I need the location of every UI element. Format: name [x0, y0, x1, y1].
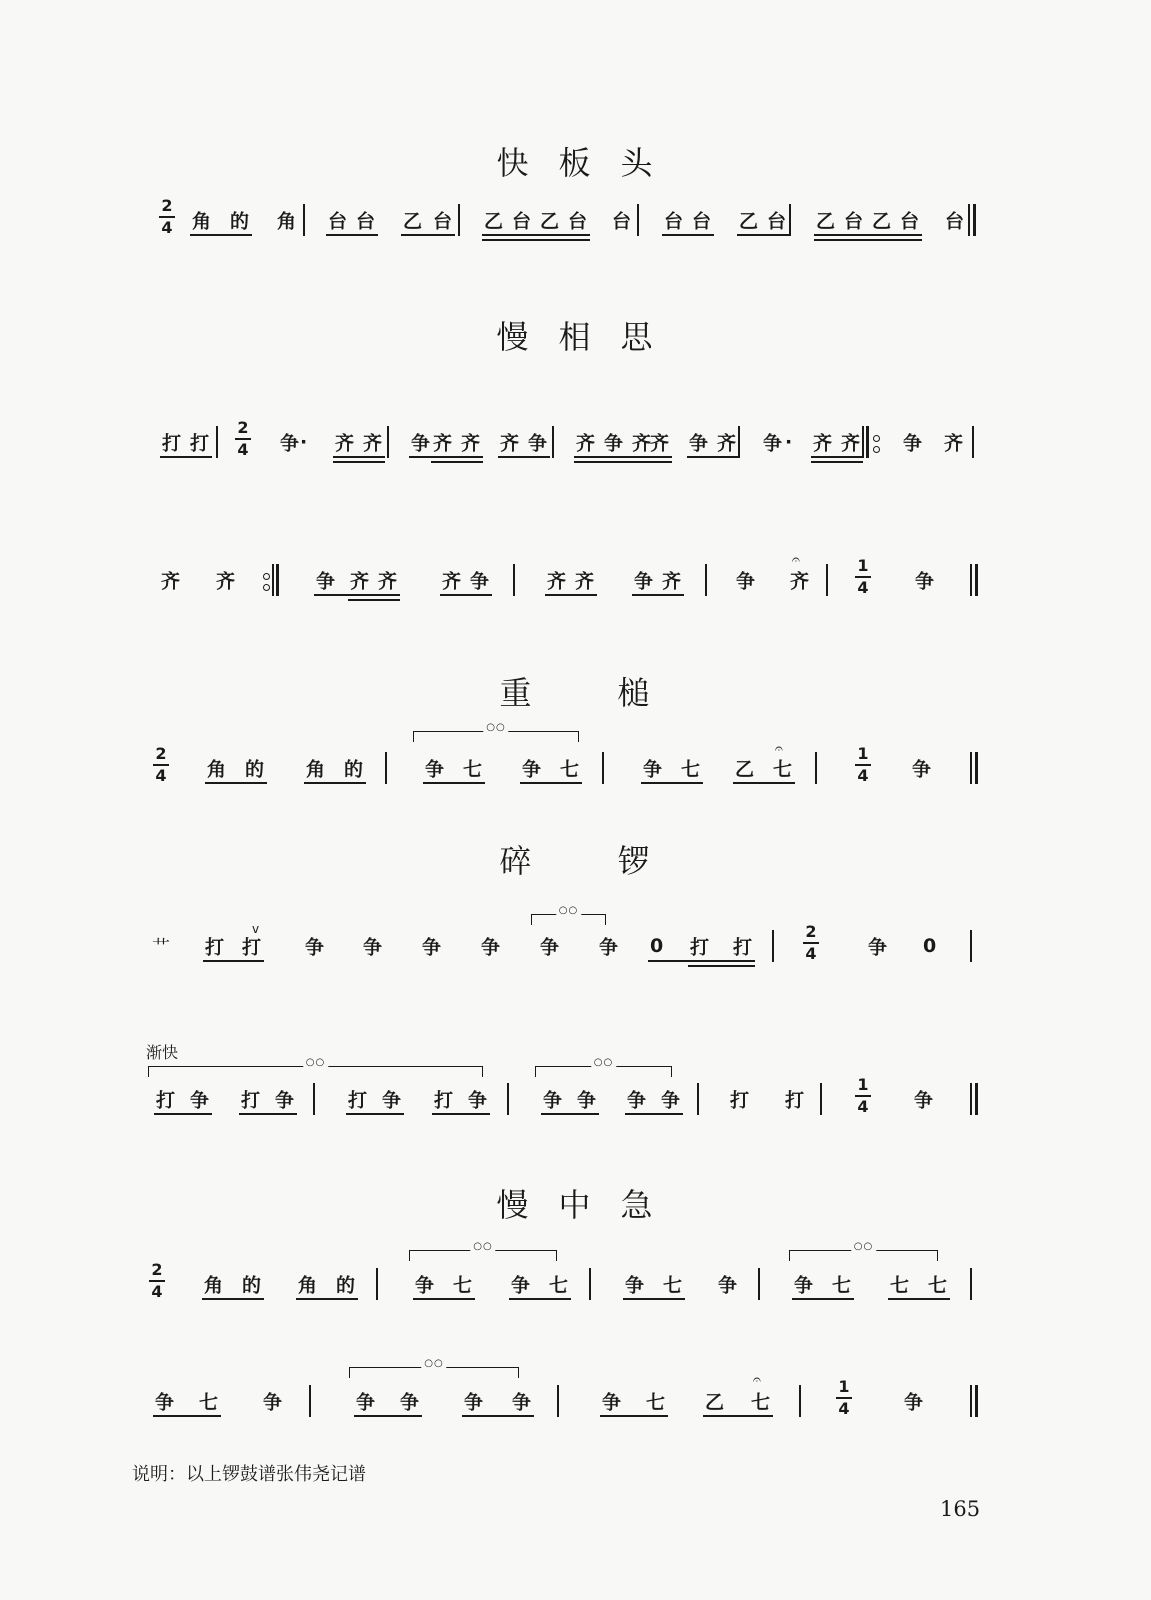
notation-syllable: 齐: [350, 570, 370, 593]
barline: [789, 204, 791, 236]
tuplet-bracket-label: ○○: [591, 1057, 616, 1069]
notation-syllable: 争: [415, 1274, 435, 1297]
time-signature: [852, 558, 874, 596]
final-barline-thick: [975, 752, 978, 784]
tuplet-bracket-label: ○○: [483, 722, 508, 734]
time-signature-top: 2: [155, 744, 167, 763]
time-signature-bottom: 4: [155, 766, 167, 785]
notation-syllable: 齐: [500, 432, 520, 455]
page-number: 165: [940, 1497, 981, 1521]
beam-underline: [498, 456, 550, 458]
notation-syllable: 乙: [403, 210, 423, 233]
notation-syllable: 争: [625, 1274, 645, 1297]
title-char: 慢: [496, 1186, 531, 1224]
barline: [815, 752, 817, 784]
barline: [387, 426, 389, 458]
time-signature: [852, 746, 874, 784]
notation-syllable: 的: [344, 758, 364, 781]
barline: [970, 1268, 972, 1300]
repeat-dot: [873, 446, 880, 453]
repeat-barline: [866, 426, 869, 458]
notation-syllable: 争: [599, 936, 619, 959]
barline: [313, 1083, 315, 1115]
notation-syllable: 的: [336, 1274, 356, 1297]
beam-underline: [688, 965, 755, 967]
notation-syllable: 打: [348, 1089, 368, 1112]
notation-syllable: 七: [928, 1274, 948, 1297]
beam-underline: [409, 456, 483, 458]
beam-underline: [440, 594, 492, 596]
barline: [385, 752, 387, 784]
notation-syllable: 台: [767, 210, 787, 233]
barline: [697, 1083, 699, 1115]
beam-underline: [296, 1298, 358, 1300]
beam-underline: [423, 782, 485, 784]
notation-syllable: 争: [577, 1089, 597, 1112]
repeat-dot: [263, 584, 270, 591]
title-char: 槌: [617, 674, 652, 712]
time-signature: [833, 1379, 855, 1417]
notation-syllable: 台: [900, 210, 920, 233]
notation-syllable: 争: [736, 570, 756, 593]
time-signature-bottom: 4: [838, 1399, 850, 1418]
notation-syllable: 齐: [944, 432, 964, 455]
notation-syllable: 齐: [813, 432, 833, 455]
beam-underline: [703, 1415, 773, 1417]
barline: [972, 426, 974, 458]
beam-underline: [814, 234, 922, 236]
barline: [799, 1385, 801, 1417]
notation-syllable: 齐: [216, 570, 236, 593]
beam-underline: [541, 1113, 599, 1115]
notation-syllable: 齐: [576, 432, 596, 455]
notation-syllable: 争: [914, 1089, 934, 1112]
notation-syllable: 争: [903, 432, 923, 455]
notation-syllable: 争: [763, 432, 783, 455]
beam-underline: [623, 1298, 685, 1300]
notation-syllable: 争: [316, 570, 336, 593]
notation-syllable: 的: [245, 758, 265, 781]
time-signature-top: 2: [237, 418, 249, 437]
notation-syllable: 争: [470, 570, 490, 593]
barline: [772, 930, 774, 962]
notation-syllable: 争: [468, 1089, 488, 1112]
notation-syllable: 打: [733, 936, 753, 959]
title-char: 碎: [499, 842, 534, 880]
beam-underline: [333, 461, 385, 463]
notation-syllable: 争: [155, 1391, 175, 1414]
time-signature-top: 2: [161, 196, 173, 215]
notation-syllable: ·: [300, 431, 308, 453]
final-barline: [970, 564, 972, 596]
section-title-suiluo: [0, 836, 1151, 882]
notation-syllable: 争: [481, 936, 501, 959]
time-signature-top: 1: [857, 1075, 869, 1094]
final-barline-thick: [975, 564, 978, 596]
barline: [820, 1083, 822, 1115]
notation-syllable: 的: [230, 210, 250, 233]
barline: [705, 564, 707, 596]
time-signature-top: 2: [805, 922, 817, 941]
tuplet-bracket: [789, 1241, 938, 1261]
beam-underline: [625, 1113, 683, 1115]
notation-syllable: 台: [512, 210, 532, 233]
notation-syllable: 齐: [363, 432, 383, 455]
barline: [507, 1083, 509, 1115]
notation-syllable: 七: [663, 1274, 683, 1297]
title-char: 急: [620, 1186, 655, 1224]
notation-syllable: 争: [522, 758, 542, 781]
breath-mark: v: [252, 922, 260, 936]
notation-syllable: 争: [904, 1391, 924, 1414]
notation-syllable: 争: [363, 936, 383, 959]
time-signature: [800, 924, 822, 962]
barline: [513, 564, 515, 596]
title-char: 中: [558, 1186, 593, 1224]
barline: [602, 752, 604, 784]
title-char: 相: [558, 318, 593, 356]
barline: [557, 1385, 559, 1417]
barline: [758, 1268, 760, 1300]
notation-syllable: 争: [627, 1089, 647, 1112]
beam-underline: [431, 461, 483, 463]
notation-syllable: 七: [681, 758, 701, 781]
notation-syllable: 七: [199, 1391, 219, 1414]
notation-syllable: 齐: [547, 570, 567, 593]
beam-underline: [733, 782, 795, 784]
tempo-marking: 渐快: [146, 1043, 179, 1062]
notation-syllable: 艹: [152, 937, 170, 958]
notation-syllable: 争: [356, 1391, 376, 1414]
notation-syllable: 齐: [662, 570, 682, 593]
tuplet-bracket-label: ○○: [303, 1057, 328, 1069]
tuplet-bracket-label: ○○: [470, 1241, 495, 1253]
time-signature: [156, 198, 178, 236]
notation-syllable: 打: [156, 1089, 176, 1112]
notation-syllable: 打: [434, 1089, 454, 1112]
beam-underline: [811, 456, 863, 458]
beam-underline: [154, 1113, 212, 1115]
section-title-kuaibantou: [0, 138, 1151, 184]
notation-syllable: 争: [400, 1391, 420, 1414]
footnote: 说明：以上锣鼓谱张伟尧记谱: [132, 1464, 366, 1485]
barline: [458, 204, 460, 236]
beam-underline: [304, 782, 366, 784]
notation-syllable: 齐: [650, 432, 670, 455]
beam-underline: [792, 1298, 854, 1300]
notation-syllable: 打: [190, 432, 210, 455]
notation-syllable: 七: [890, 1274, 910, 1297]
barline: [589, 1268, 591, 1300]
beam-underline: [413, 1298, 475, 1300]
title-char: 板: [558, 144, 593, 182]
time-signature-bottom: 4: [151, 1282, 163, 1301]
beam-underline: [462, 1415, 534, 1417]
beam-underline: [482, 239, 590, 241]
notation-syllable: 争: [540, 936, 560, 959]
repeat-dot: [873, 435, 880, 442]
notation-syllable: 乙: [484, 210, 504, 233]
notation-syllable: 争: [425, 758, 445, 781]
notation-syllable: 打: [785, 1089, 805, 1112]
notation-syllable: 齐: [433, 432, 453, 455]
time-signature-top: 1: [857, 556, 869, 575]
beam-underline: [314, 594, 400, 596]
notation-syllable: 争: [512, 1391, 532, 1414]
title-char: 快: [496, 144, 531, 182]
notation-syllable: 七: [646, 1391, 666, 1414]
fermata-icon: 𝄐: [792, 552, 800, 568]
notation-syllable: 台: [844, 210, 864, 233]
beam-underline: [648, 960, 755, 962]
barline: [970, 930, 972, 962]
notation-syllable: 角: [192, 210, 212, 233]
repeat-dot: [263, 573, 270, 580]
beam-underline: [545, 594, 597, 596]
notation-syllable: 打: [730, 1089, 750, 1112]
notation-syllable: 争: [689, 432, 709, 455]
notation-syllable: 争: [275, 1089, 295, 1112]
beam-underline: [333, 456, 385, 458]
notation-syllable: ·: [785, 431, 793, 453]
notation-syllable: 台: [433, 210, 453, 233]
title-char: 锣: [617, 842, 652, 880]
beam-underline: [401, 234, 455, 236]
final-barline: [970, 752, 972, 784]
beam-underline: [811, 461, 863, 463]
beam-underline: [814, 239, 922, 241]
notation-syllable: 台: [692, 210, 712, 233]
notation-syllable: 争: [190, 1089, 210, 1112]
notation-syllable: 争: [718, 1274, 738, 1297]
beam-underline: [202, 1298, 264, 1300]
notation-syllable: 齐: [841, 432, 861, 455]
notation-syllable: 乙: [739, 210, 759, 233]
beam-underline: [160, 456, 212, 458]
notation-syllable: 争: [411, 432, 431, 455]
barline: [376, 1268, 378, 1300]
notation-syllable: 台: [664, 210, 684, 233]
tuplet-bracket: [349, 1358, 519, 1378]
section-title-zhongchui: [0, 668, 1151, 714]
notation-syllable: 争: [382, 1089, 402, 1112]
notation-syllable: 0: [650, 935, 664, 957]
final-barline-thick: [975, 1385, 978, 1417]
barline: [637, 204, 639, 236]
notation-syllable: 齐: [717, 432, 737, 455]
notation-syllable: 乙: [540, 210, 560, 233]
beam-underline: [482, 234, 590, 236]
notation-syllable: 七: [832, 1274, 852, 1297]
notation-syllable: 争: [868, 936, 888, 959]
notation-syllable: 七: [751, 1391, 771, 1414]
beam-underline: [326, 234, 378, 236]
notation-syllable: 争: [634, 570, 654, 593]
notation-syllable: 争: [915, 570, 935, 593]
barline: [552, 426, 554, 458]
time-signature-top: 1: [838, 1377, 850, 1396]
notation-syllable: 七: [463, 758, 483, 781]
beam-underline: [432, 1113, 490, 1115]
notation-syllable: 七: [549, 1274, 569, 1297]
beam-underline: [574, 456, 672, 458]
notation-syllable: 打: [205, 936, 225, 959]
time-signature-bottom: 4: [805, 944, 817, 963]
notation-syllable: 台: [945, 210, 965, 233]
beam-underline: [632, 594, 684, 596]
notation-syllable: 角: [306, 758, 326, 781]
notation-syllable: 七: [560, 758, 580, 781]
beam-underline: [239, 1113, 297, 1115]
notation-syllable: 齐: [335, 432, 355, 455]
notation-syllable: 打: [241, 1089, 261, 1112]
beam-underline: [737, 234, 789, 236]
beam-underline: [205, 782, 267, 784]
time-signature-bottom: 4: [857, 578, 869, 597]
notation-syllable: 角: [277, 210, 297, 233]
notation-syllable: 争: [661, 1089, 681, 1112]
barline: [272, 564, 274, 596]
tuplet-bracket: [148, 1057, 483, 1077]
beam-underline: [600, 1415, 668, 1417]
notation-syllable: 角: [207, 758, 227, 781]
tuplet-bracket: [531, 905, 606, 925]
notation-syllable: 台: [568, 210, 588, 233]
time-signature-bottom: 4: [857, 766, 869, 785]
notation-syllable: 乙: [816, 210, 836, 233]
notation-syllable: 乙: [735, 758, 755, 781]
time-signature: [146, 1262, 168, 1300]
repeat-barline: [276, 564, 279, 596]
time-signature: [150, 746, 172, 784]
notation-syllable: 0: [923, 935, 937, 957]
notation-syllable: 打: [690, 936, 710, 959]
fermata-icon: 𝄐: [753, 1372, 761, 1388]
notation-syllable: 台: [328, 210, 348, 233]
notation-syllable: 争: [464, 1391, 484, 1414]
notation-syllable: 争: [263, 1391, 283, 1414]
notation-syllable: 齐: [790, 570, 810, 593]
beam-underline: [520, 782, 582, 784]
beam-underline: [574, 461, 672, 463]
barline: [738, 426, 740, 458]
barline: [216, 426, 218, 458]
section-title-manxiangsi: [0, 312, 1151, 358]
final-barline-thick: [973, 204, 976, 236]
notation-syllable: 台: [356, 210, 376, 233]
final-barline: [970, 1385, 972, 1417]
notation-syllable: 争: [305, 936, 325, 959]
time-signature: [232, 420, 254, 458]
notation-syllable: 七: [453, 1274, 473, 1297]
notation-syllable: 争: [528, 432, 548, 455]
beam-underline: [662, 234, 714, 236]
beam-underline: [153, 1415, 221, 1417]
beam-underline: [346, 1113, 404, 1115]
notation-syllable: 乙: [872, 210, 892, 233]
notation-syllable: 角: [298, 1274, 318, 1297]
title-char: 头: [620, 144, 655, 182]
notation-syllable: 争: [912, 758, 932, 781]
time-signature-bottom: 4: [857, 1097, 869, 1116]
beam-underline: [203, 960, 264, 962]
notation-syllable: 争: [422, 936, 442, 959]
notation-syllable: 齐: [575, 570, 595, 593]
notation-syllable: 齐: [161, 570, 181, 593]
beam-underline: [641, 782, 703, 784]
barline: [309, 1385, 311, 1417]
title-char: 慢: [496, 318, 531, 356]
final-barline-thick: [975, 1083, 978, 1115]
tuplet-bracket: [409, 1241, 557, 1261]
notation-syllable: 打: [162, 432, 182, 455]
notation-syllable: 争: [511, 1274, 531, 1297]
notation-syllable: 台: [612, 210, 632, 233]
tuplet-bracket-label: ○○: [851, 1241, 876, 1253]
time-signature-bottom: 4: [237, 440, 249, 459]
notation-syllable: 争: [543, 1089, 563, 1112]
notation-syllable: 齐: [461, 432, 481, 455]
beam-underline: [190, 234, 252, 236]
notation-syllable: 齐: [442, 570, 462, 593]
notation-syllable: 争: [280, 432, 300, 455]
beam-underline: [354, 1415, 422, 1417]
beam-underline: [888, 1298, 950, 1300]
beam-underline: [348, 599, 400, 601]
notation-syllable: 的: [242, 1274, 262, 1297]
title-char: 重: [499, 674, 534, 712]
notation-syllable: 齐: [378, 570, 398, 593]
time-signature-top: 2: [151, 1260, 163, 1279]
tuplet-bracket: [535, 1057, 672, 1077]
title-char: 思: [620, 318, 655, 356]
final-barline: [968, 204, 970, 236]
tuplet-bracket-label: ○○: [556, 905, 581, 917]
notation-syllable: 角: [204, 1274, 224, 1297]
notation-syllable: 七: [773, 758, 793, 781]
time-signature: [852, 1077, 874, 1115]
time-signature-bottom: 4: [161, 218, 173, 237]
notation-syllable: 打: [242, 936, 262, 959]
beam-underline: [687, 456, 739, 458]
final-barline: [970, 1083, 972, 1115]
notation-syllable: 乙: [705, 1391, 725, 1414]
tuplet-bracket-label: ○○: [421, 1358, 446, 1370]
fermata-icon: 𝄐: [775, 741, 783, 757]
notation-syllable: 争: [643, 758, 663, 781]
notation-syllable: 争: [604, 432, 624, 455]
barline: [862, 426, 864, 458]
section-title-manzhongji: [0, 1180, 1151, 1226]
notation-syllable: 齐: [632, 432, 652, 455]
time-signature-top: 1: [857, 744, 869, 763]
notation-syllable: 争: [794, 1274, 814, 1297]
barline: [826, 564, 828, 596]
barline: [303, 204, 305, 236]
tuplet-bracket: [413, 722, 579, 742]
notation-syllable: 争: [602, 1391, 622, 1414]
beam-underline: [509, 1298, 571, 1300]
